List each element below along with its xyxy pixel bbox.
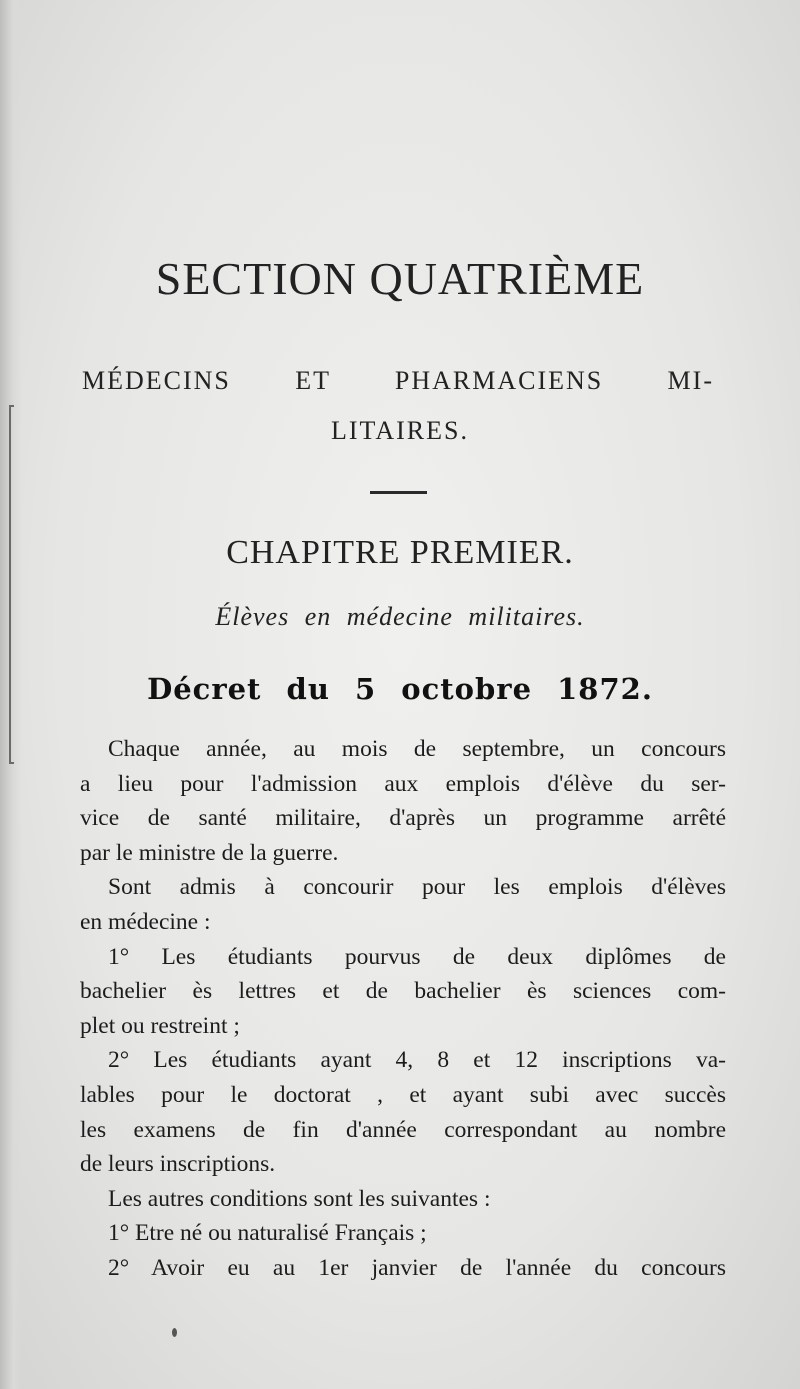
section-subtitle-line-2: LITAIRES. <box>331 416 469 445</box>
body-line: a lieu pour l'admission aux emplois d'élève du ser- <box>80 770 726 797</box>
body-line: 2° Les étudiants ayant 4, 8 et 12 inscriptions va- <box>108 1047 726 1074</box>
body-line: Chaque année, au mois de septembre, un concours <box>108 736 726 762</box>
chapter-title: CHAPITRE PREMIER. <box>226 534 574 571</box>
divider-rule <box>370 491 427 494</box>
body-line: lables pour le doctorat , et ayant subi avec succès <box>80 1081 726 1108</box>
decree-title: Décret du 5 octobre 1872. <box>147 672 653 706</box>
chapter-subtitle: Élèves en médecine militaires. <box>215 602 585 631</box>
body-line: plet ou restreint ; <box>80 1012 240 1039</box>
section-title: SECTION QUATRIÈME <box>155 253 645 304</box>
binding-thread <box>9 405 14 764</box>
body-line: Sont admis à concourir pour les emplois d'élèves <box>108 874 726 901</box>
body-line: vice de santé militaire, d'après un programme arrêté <box>80 805 726 832</box>
ink-speck <box>172 1328 177 1337</box>
body-line: 2° Avoir eu au 1er janvier de l'année du concours <box>108 1254 726 1281</box>
body-line: bachelier ès lettres et de bachelier ès sciences com- <box>80 978 726 1005</box>
body-line: 1° Etre né ou naturalisé Français ; <box>108 1220 427 1247</box>
body-line: en médecine : <box>80 908 211 935</box>
body-text <box>80 732 726 1286</box>
body-line: 1° Les étudiants pourvus de deux diplômes de <box>108 943 726 970</box>
body-line: par le ministre de la guerre. <box>80 839 339 866</box>
section-subtitle-line-1: MÉDECINS ET PHARMACIENS MI- <box>82 366 714 395</box>
body-line: les examens de fin d'année correspondant au nombre <box>80 1116 726 1143</box>
body-line: Les autres conditions sont les suivantes : <box>108 1185 491 1212</box>
body-line: de leurs inscriptions. <box>80 1151 276 1178</box>
